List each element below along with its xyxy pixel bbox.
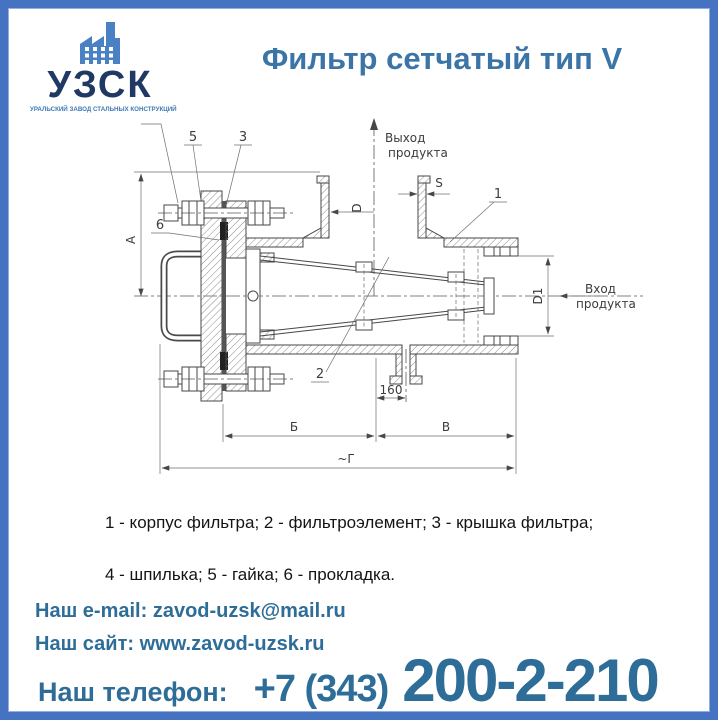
outlet-label-line1: Выход	[385, 131, 426, 145]
email-line	[35, 600, 346, 623]
dim-d: D	[350, 203, 364, 213]
phone-label: Наш телефон:	[38, 677, 228, 707]
part-1-label: 1	[493, 187, 503, 202]
part-5-label: 5	[188, 130, 198, 145]
filter-technical-drawing	[98, 106, 658, 506]
phone-code: +7 (343)	[253, 668, 389, 710]
filter-body	[246, 228, 518, 354]
outlet-flow-arrow	[370, 118, 378, 130]
parts-caption-line1: 1 - корпус фильтра; 2 - фильтроэлемент; 3 - крышка фильтра;	[105, 513, 594, 532]
part-6-label: 6	[155, 218, 165, 233]
email-label: Наш e-mail:	[35, 600, 148, 622]
inlet-label-line2: продукта	[576, 297, 636, 311]
dim-a: А	[124, 235, 138, 245]
dim-g: ~Г	[337, 452, 355, 466]
outlet-pipe	[317, 176, 430, 238]
dim-160: 160	[379, 383, 403, 397]
part-4-leader	[141, 124, 178, 203]
phone-line	[38, 647, 658, 714]
dim-s: S	[435, 176, 443, 190]
parts-caption-line2: 4 - шпилька; 5 - гайка; 6 - прокладка.	[105, 565, 396, 584]
site-label: Наш сайт:	[35, 633, 135, 655]
site-line	[35, 633, 324, 656]
company-logo	[30, 20, 177, 113]
part-2-label: 2	[315, 367, 325, 382]
dim-v: В	[441, 420, 451, 434]
email-value: zavod-uzsk@mail.ru	[152, 600, 346, 622]
inlet-label-line1: Вход	[585, 282, 616, 296]
page-title: Фильтр сетчатый тип V	[261, 41, 623, 76]
logo-text: УЗСК	[47, 64, 153, 106]
logo-subtitle: УРАЛЬСКИЙ ЗАВОД СТАЛЬНЫХ КОНСТРУКЦИЙ	[30, 106, 177, 113]
factory-icon	[75, 20, 125, 66]
outlet-label-line2: продукта	[388, 146, 448, 160]
dim-d1: D1	[531, 287, 545, 305]
site-value: www.zavod-uzsk.ru	[139, 633, 325, 655]
dim-b: Б	[289, 420, 299, 434]
part-3-label: 3	[238, 130, 248, 145]
phone-number: 200-2-210	[402, 647, 658, 714]
